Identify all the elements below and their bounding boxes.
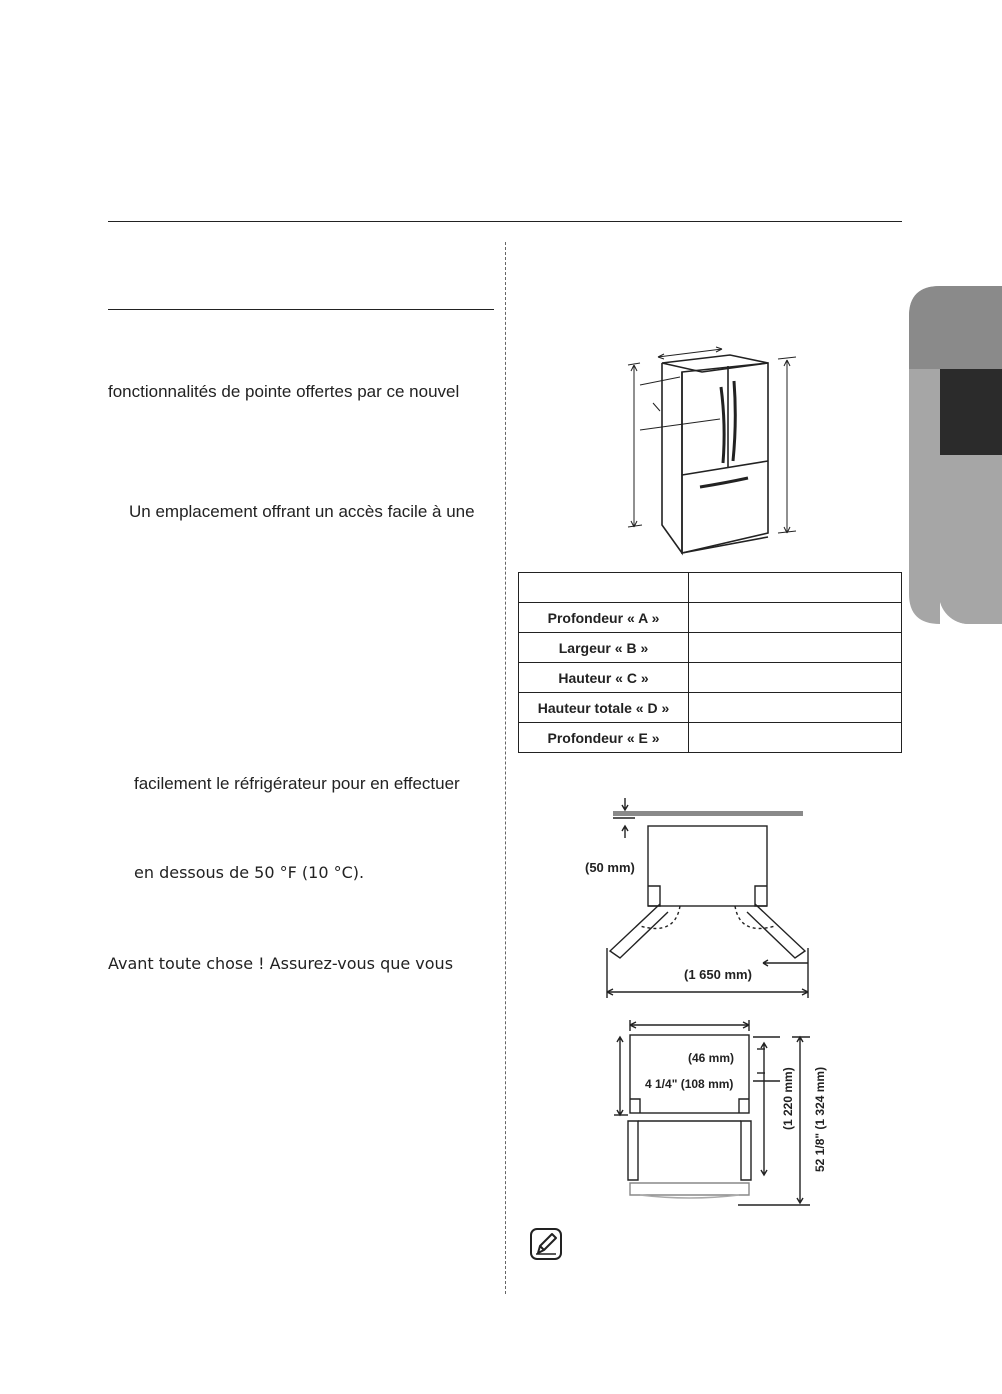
width-label: (1 650 mm) [684,967,752,982]
column-divider [505,242,506,1294]
table-cell-value [689,663,902,693]
dimensions-table [518,572,902,753]
table-cell-value [689,633,902,663]
table-cell-label: Profondeur « A » [519,603,689,633]
text-first: Avant toute chose ! Assurez-vous que vous [108,954,454,973]
table-cell-label: Hauteur totale « D » [519,693,689,723]
door-clearance-diagram [610,1015,840,1215]
tab-segment-lower [939,455,1002,624]
refrigerator-illustration [620,345,800,560]
gap-label: (50 mm) [585,860,635,875]
text-location: Un emplacement offrant un accès facile à une [129,502,475,521]
text-features: fonctionnalités de pointe offertes par ce nouvel [108,382,460,401]
table-cell-label [519,573,689,603]
label-1220mm: (1 220 mm) [781,1067,795,1130]
table-cell-value [689,723,902,753]
table-cell-label: Hauteur « C » [519,663,689,693]
label-46mm: (46 mm) [688,1051,735,1065]
text-move: facilement le réfrigérateur pour en effectuer [134,774,460,793]
table-cell-label: Largeur « B » [519,633,689,663]
table-row [519,573,902,603]
table-cell-value [689,573,902,603]
text-temperature: en dessous de 50 °F (10 °C). [134,863,365,882]
tab-segment-upper [939,286,1002,369]
table-row [519,693,902,723]
table-row [519,663,902,693]
table-cell-label: Profondeur « E » [519,723,689,753]
section-rule [108,309,494,310]
tab-segment-active [939,369,1002,455]
label-108mm: 4 1/4" (108 mm) [645,1077,734,1091]
table-cell-value [689,693,902,723]
table-cell-value [689,603,902,633]
table-row [519,603,902,633]
label-1324mm: 52 1/8" (1 324 mm) [813,1066,827,1172]
table-row [519,633,902,663]
note-pencil-icon [530,1228,562,1260]
table-row [519,723,902,753]
header-rule [108,221,902,222]
chapter-tab-strip [939,286,1002,624]
tab-strip-curve [909,286,940,624]
